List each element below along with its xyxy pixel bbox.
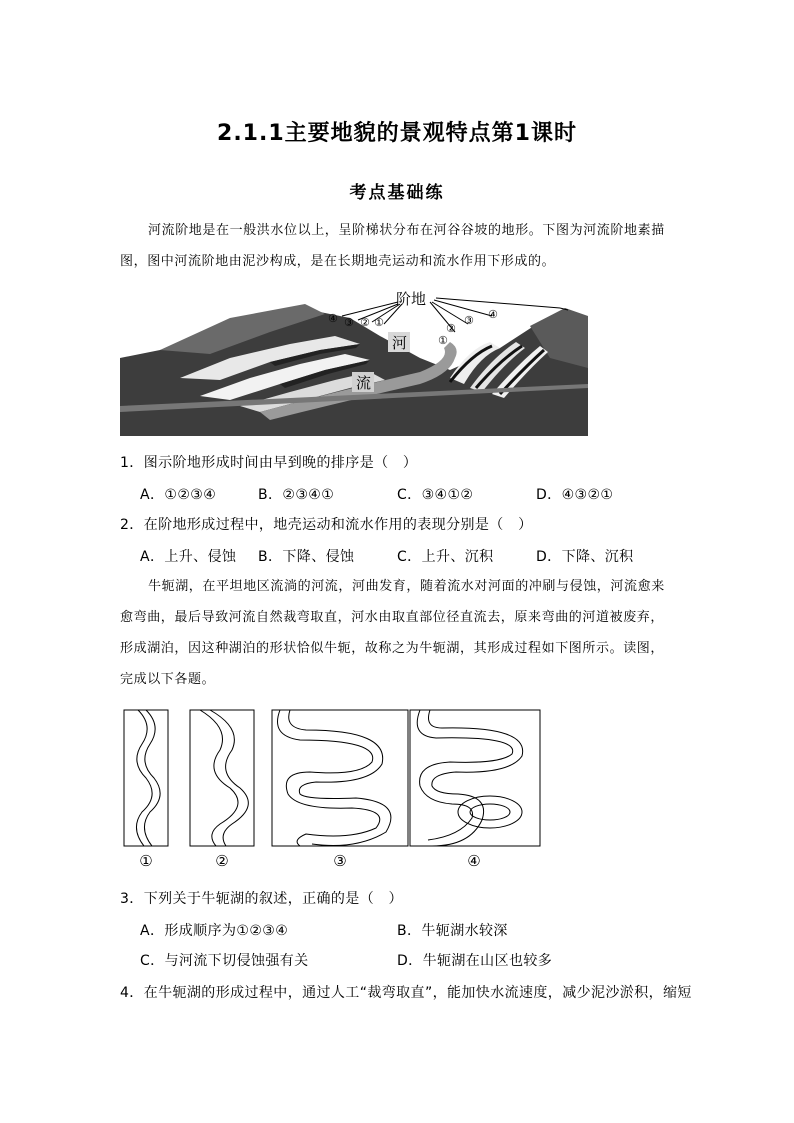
terrace-marker-left-1: ① (374, 316, 384, 329)
terrace-marker-right-2: ② (446, 322, 456, 335)
fig2-label-4: ④ (467, 852, 481, 870)
terrace-marker-right-4: ④ (488, 308, 498, 321)
q1-option-a: A．①②③④ (140, 487, 217, 503)
river-label-liu: 流 (356, 374, 372, 392)
fig2-label-1: ① (139, 852, 153, 870)
fig2-label-3: ③ (333, 852, 347, 870)
river-label-he: 河 (392, 334, 408, 352)
q1-option-c: C．③④①② (397, 487, 474, 503)
q2-option-a: A．上升、侵蚀 (140, 549, 237, 565)
intro-1-line-1: 河流阶地是在一般洪水位以上，呈阶梯状分布在河谷谷坡的地形。下图为河流阶地素描 (148, 223, 665, 238)
q2-option-b: B．下降、侵蚀 (258, 549, 355, 565)
q3-option-a: A．形成顺序为①②③④ (140, 923, 289, 939)
terrace-marker-right-3: ③ (464, 314, 474, 327)
q3-option-b: B．牛轭湖水较深 (397, 923, 508, 939)
oxbow-lake-figure (120, 706, 542, 874)
terrace-label: 阶地 (396, 290, 427, 308)
question-3-stem: 3．下列关于牛轭湖的叙述，正确的是（ ） (120, 891, 403, 907)
intro-2-line-1: 牛轭湖，在平坦地区流淌的河流，河曲发育，随着流水对河面的冲刷与侵蚀，河流愈来 (148, 579, 665, 594)
question-2-stem: 2．在阶地形成过程中，地壳运动和流水作用的表现分别是（ ） (120, 517, 533, 533)
page-title: 2.1.1主要地貌的景观特点第1课时 (217, 121, 577, 146)
q3-option-d: D．牛轭湖在山区也较多 (397, 953, 553, 969)
fig2-label-2: ② (215, 852, 229, 870)
q1-option-b: B．②③④① (258, 487, 335, 503)
question-1-stem: 1．图示阶地形成时间由早到晚的排序是（ ） (120, 455, 418, 471)
intro-paragraph-1-cont (120, 246, 680, 277)
terrace-marker-left-4: ④ (328, 312, 338, 325)
question-4-stem: 4．在牛轭湖的形成过程中，通过人工“裁弯取直”，能加快水流速度，减少泥沙淤积，缩短 (120, 985, 692, 1001)
intro-paragraph-1 (120, 215, 680, 246)
q2-option-c: C．上升、沉积 (397, 549, 494, 565)
intro-2-line-3: 形成湖泊，因这种湖泊的形状恰似牛轭，故称之为牛轭湖，其形成过程如下图所示。读图， (120, 641, 665, 656)
river-terrace-figure (120, 288, 588, 436)
q3-option-c: C．与河流下切侵蚀强有关 (140, 953, 309, 969)
q2-option-d: D．下降、沉积 (536, 549, 634, 565)
intro-2-line-4: 完成以下各题。 (120, 672, 216, 687)
section-title: 考点基础练 (349, 183, 445, 203)
terrace-marker-left-3: ③ (344, 316, 354, 329)
terrace-marker-left-2: ② (360, 316, 370, 329)
q1-option-d: D．④③②① (536, 487, 614, 503)
intro-2-line-2: 愈弯曲，最后导致河流自然裁弯取直，河水由取直部位径直流去，原来弯曲的河道被废弃， (120, 610, 665, 625)
terrace-marker-right-1: ① (438, 334, 448, 347)
intro-1-line-2: 图，图中河流阶地由泥沙构成，是在长期地壳运动和流水作用下形成的。 (120, 254, 556, 269)
